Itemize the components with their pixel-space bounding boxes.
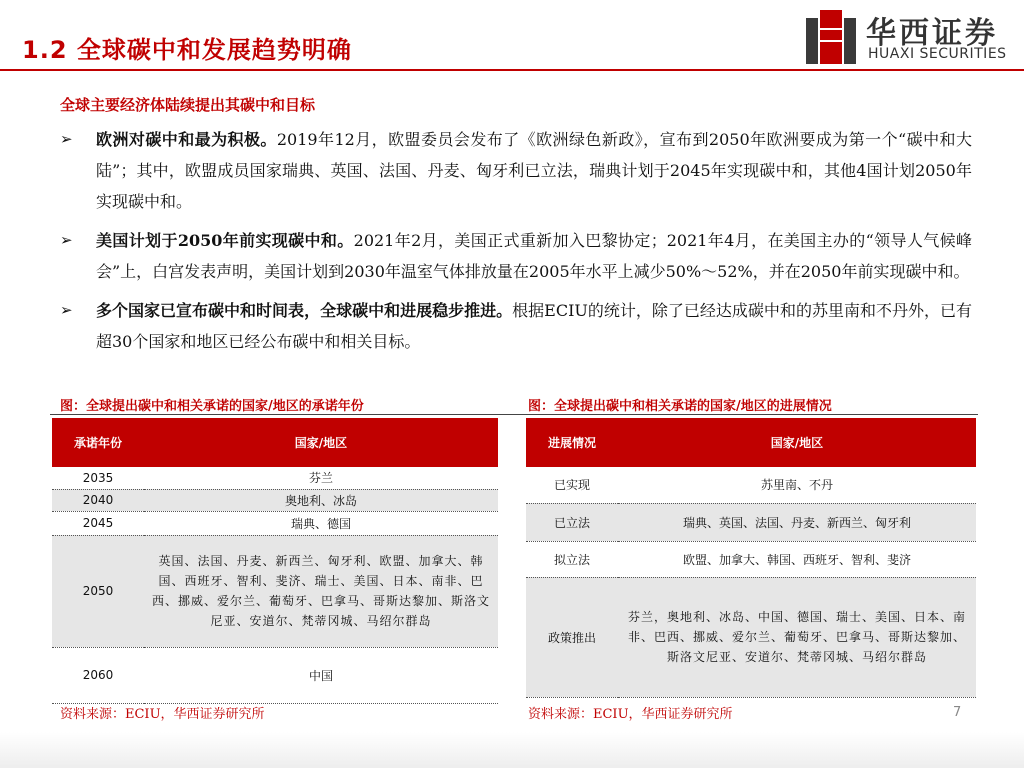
table-header-row <box>52 418 498 467</box>
page-number: 7 <box>953 705 962 720</box>
arrow-bullet-icon: ➢ <box>60 130 73 148</box>
status-cell: 拟立法 <box>526 541 618 577</box>
column-header: 国家/地区 <box>144 418 498 467</box>
bullet-list <box>60 124 972 365</box>
footer-band <box>0 732 1024 768</box>
header-divider <box>0 69 1024 71</box>
table-row <box>52 535 498 647</box>
countries-cell: 奥地利、冰岛 <box>144 489 498 511</box>
countries-cell: 芬兰 <box>144 467 498 489</box>
status-cell: 已立法 <box>526 503 618 541</box>
countries-cell: 瑞典、德国 <box>144 511 498 535</box>
progress-status-table <box>526 418 976 698</box>
logo-mark-icon <box>806 10 856 64</box>
countries-cell: 芬兰，奥地利、冰岛、中国、德国、瑞士、美国、日本、南非、巴西、挪威、爱尔兰、葡萄牙、巴拿马、哥斯达黎加、斯洛文尼亚、安道尔、梵蒂冈城、马绍尔群岛 <box>618 577 976 697</box>
year-cell: 2035 <box>52 467 144 489</box>
figure-left-source: 资料来源：ECIU，华西证券研究所 <box>60 707 265 722</box>
year-cell: 2060 <box>52 647 144 703</box>
figure-left-caption: 图：全球提出碳中和相关承诺的国家/地区的承诺年份 <box>60 399 364 414</box>
status-cell: 已实现 <box>526 467 618 503</box>
bullet-text: 根据ECIU的统计，除了已经达成碳中和的苏里南和不丹外，已有超30个国家和地区已经公布碳中和相关目标。 <box>96 301 972 351</box>
table-row <box>52 647 498 703</box>
bullet-text: 2019年12月，欧盟委员会发布了《欧洲绿色新政》，宣布到2050年欧洲要成为第一个“碳中和大陆”；其中，欧盟成员国家瑞典、英国、法国、丹麦、匈牙利已立法，瑞典计划于2045年实现碳中和，其他4国计划2050年实现碳中和。 <box>96 130 972 211</box>
countries-cell: 欧盟、加拿大、韩国、西班牙、智利、斐济 <box>618 541 976 577</box>
table-row <box>526 503 976 541</box>
year-cell: 2040 <box>52 489 144 511</box>
countries-cell: 瑞典、英国、法国、丹麦、新西兰、匈牙利 <box>618 503 976 541</box>
column-header: 承诺年份 <box>52 418 144 467</box>
table-header-row <box>526 418 976 467</box>
table-row <box>52 511 498 535</box>
countries-cell: 中国 <box>144 647 498 703</box>
table-row <box>52 489 498 511</box>
logo-chinese-name: 华西证券 <box>866 16 998 51</box>
page-title: 1.2 全球碳中和发展趋势明确 <box>22 36 352 64</box>
table-row <box>526 541 976 577</box>
column-header: 进展情况 <box>526 418 618 467</box>
bullet-bold-lead: 欧洲对碳中和最为积极。 <box>96 130 277 149</box>
figure-right-caption: 图：全球提出碳中和相关承诺的国家/地区的进展情况 <box>528 399 832 414</box>
countries-cell: 英国、法国、丹麦、新西兰、匈牙利、欧盟、加拿大、韩国、西班牙、智利、斐济、瑞士、美国、日本、南非、巴西、挪威、爱尔兰、葡萄牙、巴拿马、哥斯达黎加、斯洛文尼亚、安道尔、梵蒂冈城、马绍尔群岛 <box>144 535 498 647</box>
company-logo <box>806 6 1018 66</box>
countries-cell: 苏里南、不丹 <box>618 467 976 503</box>
bullet-text: 2021年2月，美国正式重新加入巴黎协定；2021年4月，在美国主办的“领导人气候峰会”上，白宫发表声明，美国计划到2030年温室气体排放量在2005年水平上减少50%～52%，并在2050年前实现碳中和。 <box>96 231 972 281</box>
bullet-item <box>60 295 972 357</box>
commitment-year-table <box>52 418 498 704</box>
logo-english-name: HUAXI SECURITIES <box>868 46 1007 62</box>
column-header: 国家/地区 <box>618 418 976 467</box>
table-row <box>526 577 976 697</box>
table-row <box>526 467 976 503</box>
bullet-bold-lead: 多个国家已宣布碳中和时间表，全球碳中和进展稳步推进。 <box>96 301 513 320</box>
year-cell: 2045 <box>52 511 144 535</box>
bullet-bold-lead: 美国计划于2050年前实现碳中和。 <box>96 231 354 250</box>
figure-top-rule <box>50 414 978 415</box>
arrow-bullet-icon: ➢ <box>60 301 73 319</box>
status-cell: 政策推出 <box>526 577 618 697</box>
section-heading: 全球主要经济体陆续提出其碳中和目标 <box>60 96 316 114</box>
table-row <box>52 467 498 489</box>
bullet-item <box>60 124 972 217</box>
arrow-bullet-icon: ➢ <box>60 231 73 249</box>
bullet-item <box>60 225 972 287</box>
figure-right-source: 资料来源：ECIU，华西证券研究所 <box>528 707 733 722</box>
year-cell: 2050 <box>52 535 144 647</box>
